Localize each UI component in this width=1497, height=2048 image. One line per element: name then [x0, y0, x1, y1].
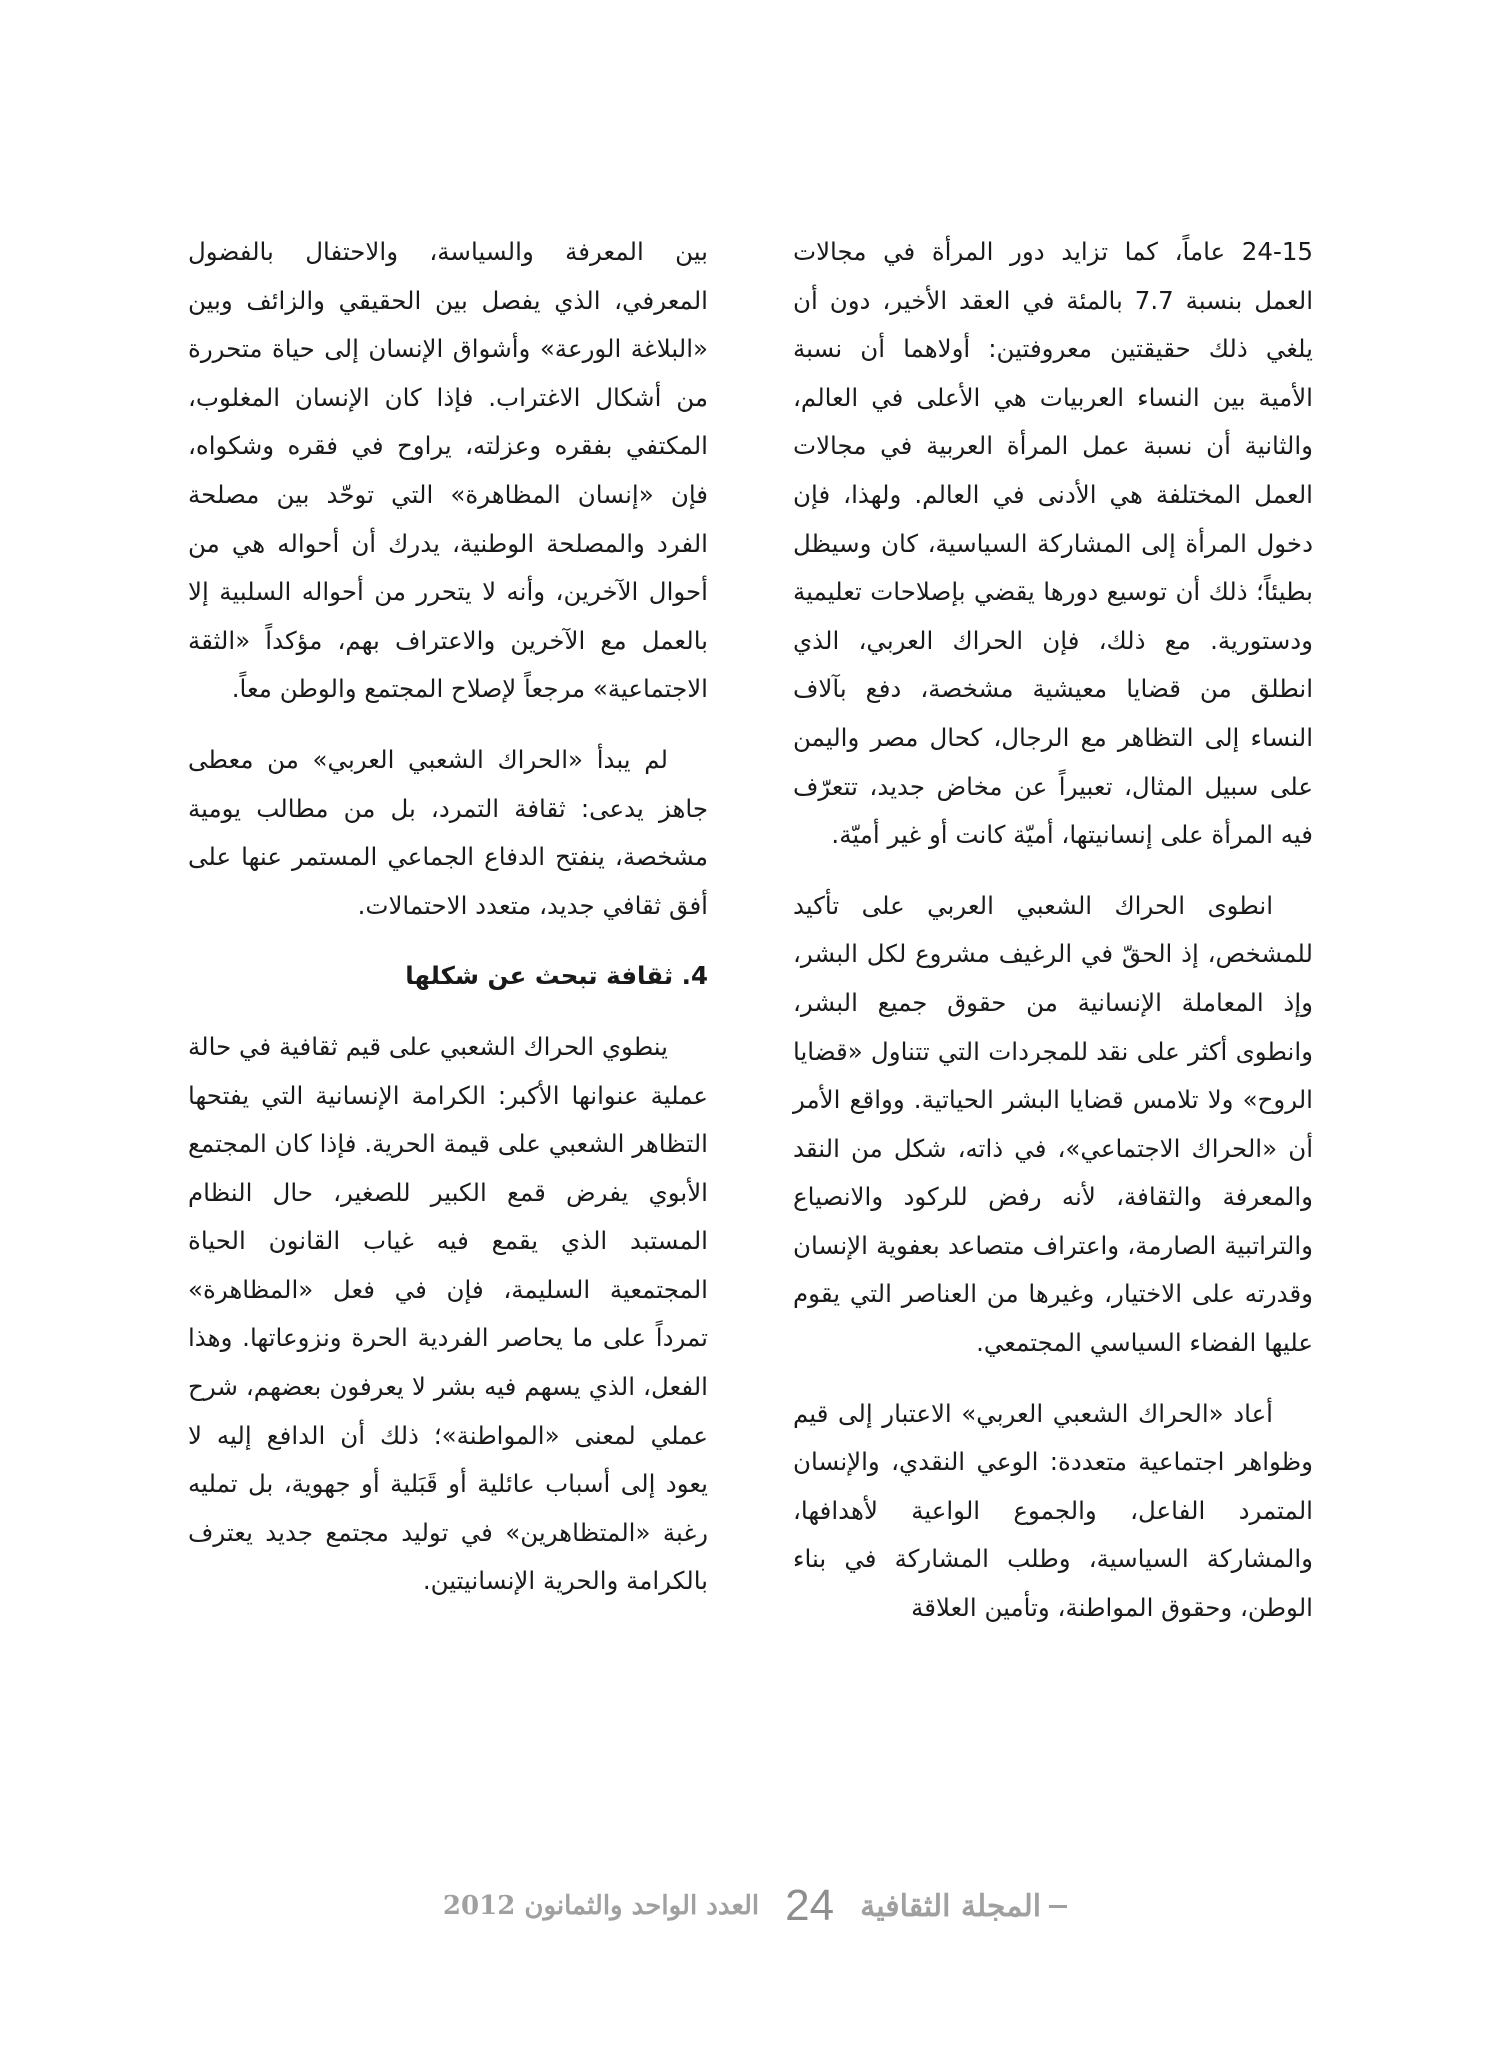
- paragraph: بين المعرفة والسياسة، والاحتفال بالفضول المعرفي، الذي يفصل بين الحقيقي والزائف وبين «البلاغة الورعة» وأشواق الإنسان إلى حياة متحررة من أشكال الاغتراب. فإذا كان الإنسان المغلوب، المكتفي بفقره وعزلته، يراوح في فقره وشكواه، فإن «إنسان المظاهرة» التي توحّد بين مصلحة الفرد والمصلحة الوطنية، يدرك أن أحواله هي من أحوال الآخرين، وأنه لا يتحرر من أحواله السلبية إلا بالعمل مع الآخرين والاعتراف بهم، مؤكداً «الثقة الاجتماعية» مرجعاً لإصلاح المجتمع والوطن معاً.: [188, 237, 708, 704]
- magazine-logo: [860, 1889, 1067, 1924]
- issue-label: العدد الواحد والثمانون 2012: [442, 1891, 760, 1921]
- paragraph: لم يبدأ «الحراك الشعبي العربي» من معطى جاهز يدعى: ثقافة التمرد، بل من مطالب يومية مشخصة، ينفتح الدفاع الجماعي المستمر عنها على أفق ثقافي جديد، متعدد الاحتمالات.: [188, 744, 708, 920]
- paragraph: انطوى الحراك الشعبي العربي على تأكيد للمشخص، إذ الحقّ في الرغيف مشروع لكل البشر، وإذ المعاملة الإنسانية من حقوق جميع البشر، وانطوى أكثر على نقد للمجردات التي تتناول «قضايا الروح» ولا تلامس قضايا البشر الحياتية. وواقع الأمر أن «الحراك الاجتماعي»، في ذاته، شكل من النقد والمعرفة والثقافة، لأنه رفض للركود والانصياع والتراتبية الصارمة، واعتراف متصاعد بعفوية الإنسان وقدرته على الاختيار، وغيرها من العناصر التي يقوم عليها الفضاء السياسي المجتمعي.: [793, 890, 1313, 1358]
- paragraph: ينطوي الحراك الشعبي على قيم ثقافية في حالة عملية عنوانها الأكبر: الكرامة الإنسانية التي يفتحها التظاهر الشعبي على قيمة الحرية. فإذا كان المجتمع الأبوي يفرض قمع الكبير للصغير، حال النظام المستبد الذي يقمع فيه غياب القانون الحياة المجتمعية السليمة، فإن في فعل «المظاهرة» تمرداً على ما يحاصر الفردية الحرة ونزوعاتها. وهذا الفعل، الذي يسهم فيه بشر لا يعرفون بعضهم، شرح عملي لمعنى «المواطنة»؛ ذلك أن الدافع إليه لا يعود إلى أسباب عائلية أو قَبَلية أو جهوية، بل تمليه رغبة «المتظاهرين» في توليد مجتمع جديد يعترف بالكرامة والحرية الإنسانيتين.: [188, 1031, 708, 1596]
- paragraph: 24-15 عاماً، كما تزايد دور المرأة في مجالات العمل بنسبة 7.7 بالمئة في العقد الأخير، دون أن يلغي ذلك حقيقتين معروفتين: أولاهما أن نسبة الأمية بين النساء العربيات هي الأعلى في العالم، والثانية أن نسبة عمل المرأة العربية في مجالات العمل المختلفة هي الأدنى في العالم. ولهذا، فإن دخول المرأة إلى المشاركة السياسية، كان وسيظل بطيئاً؛ ذلك أن توسيع دورها يقضي بإصلاحات تعليمية ودستورية. مع ذلك، فإن الحراك العربي، الذي انطلق من قضايا معيشية مشخصة، دفع بآلاف النساء إلى التظاهر مع الرجال، كحال مصر واليمن على سبيل المثال، تعبيراً عن مخاض جديد، تتعرّف فيه المرأة على إنسانيتها، أميّة كانت أو غير أميّة.: [793, 237, 1313, 850]
- paragraph: أعاد «الحراك الشعبي العربي» الاعتبار إلى قيم وظواهر اجتماعية متعددة: الوعي النقدي، والإنسان المتمرد الفاعل، والجموع الواعية لأهدافها، والمشاركة السياسية، وطلب المشاركة في بناء الوطن، وحقوق المواطنة، وتأمين العلاقة: [793, 1398, 1313, 1623]
- logo-decoration-icon: [1049, 1905, 1067, 1908]
- right-column: [793, 228, 1313, 1633]
- page-footer: [430, 1876, 1080, 1936]
- page-number: 24: [785, 1881, 835, 1930]
- left-column: [188, 228, 708, 1606]
- section-heading: 4. ثقافة تبحث عن شكلها: [405, 961, 708, 991]
- magazine-name: المجلة الثقافية: [860, 1888, 1042, 1924]
